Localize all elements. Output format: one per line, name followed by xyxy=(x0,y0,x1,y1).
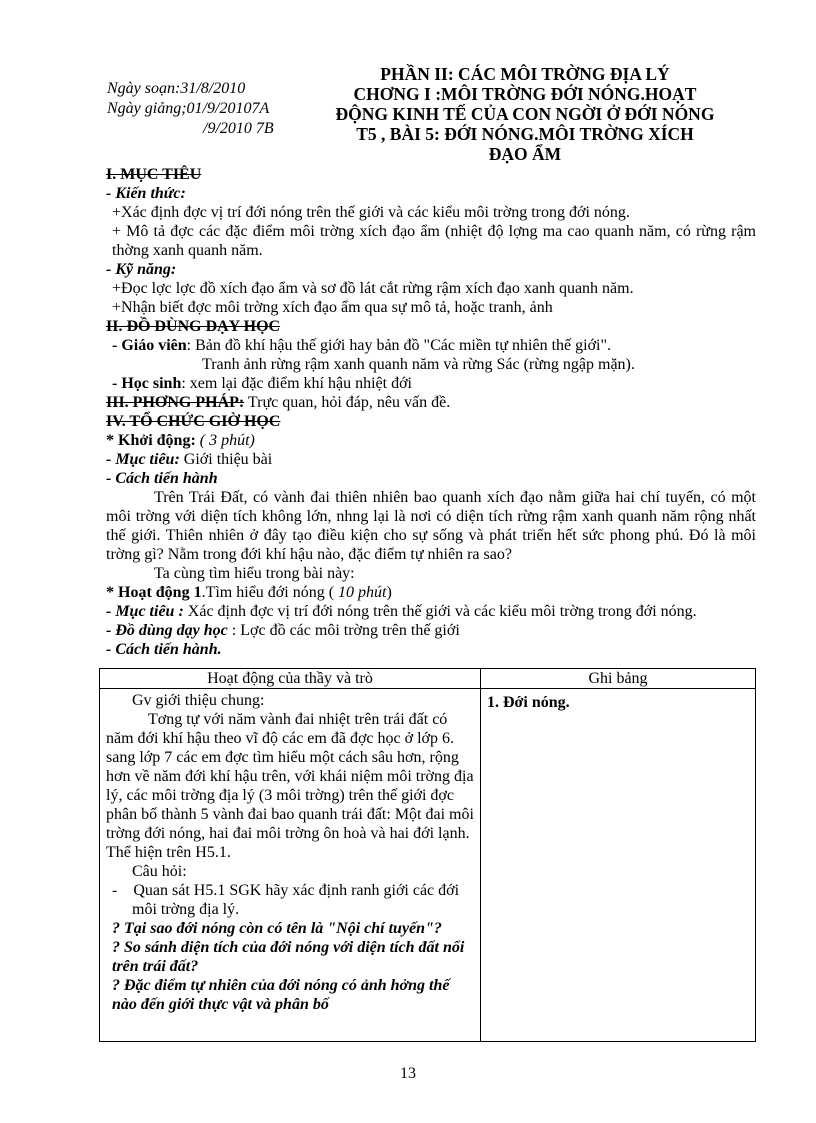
heading-kien-thuc: - Kiến thức: xyxy=(106,185,186,202)
hd1-do-dung-label: - Đồ dùng dạy học xyxy=(106,622,228,639)
date-taught-2: /9/2010 7B xyxy=(203,120,274,137)
kien-thuc-1: +Xác định đợc vị trí đới nóng trên thế giới và các kiểu môi trờng trong đới nóng. xyxy=(112,204,630,221)
hoat-dong-1-label: * Hoạt động 1 xyxy=(106,584,202,601)
title-line-3: ĐỘNG KINH TẾ CỦA CON NGỜI Ở ĐỚI NÓNG xyxy=(335,104,715,124)
khoi-dong-time: ( 3 phút) xyxy=(195,432,255,449)
page-number: 13 xyxy=(400,1065,416,1082)
table-row xyxy=(100,689,756,1042)
date-prepared: Ngày soạn:31/8/2010 xyxy=(107,80,246,97)
lesson-dates xyxy=(107,79,274,139)
muc-tieu-text: Giới thiệu bài xyxy=(179,451,273,468)
lesson-body xyxy=(106,165,756,659)
heading-ky-nang: - Kỹ năng: xyxy=(106,261,177,278)
note-heading-doi-nong: 1. Đới nóng. xyxy=(487,694,570,711)
hd1-muc-tieu-line xyxy=(106,602,756,621)
hd1-muc-tieu-text: Xác định đợc vị trí đới nóng trên thế giới và các kiểu môi trờng trong đới nóng. xyxy=(183,603,697,620)
col-header-notes: Ghi bảng xyxy=(481,669,756,689)
intro-line-2: Ta cùng tìm hiểu trong bài này: xyxy=(154,565,355,582)
muc-tieu-line xyxy=(106,450,756,469)
title-line-4: T5 , BÀI 5: ĐỚI NÓNG.MÔI TRỜNG XÍCH xyxy=(356,124,694,144)
khoi-dong-label: * Khởi động: xyxy=(106,432,196,449)
activities-cell xyxy=(100,689,481,1042)
title-line-5: ĐẠO ẨM xyxy=(488,144,562,164)
title-line-2: CHƠNG I :MÔI TRỜNG ĐỚI NÓNG.HOẠT xyxy=(353,84,697,104)
hd1-do-dung-text: : Lợc đồ các môi trờng trên thế giới xyxy=(227,622,460,639)
gv-paragraph: Tơng tự với năm vành đai nhiệt trên trái đất có năm đới khí hậu theo vĩ độ các em đã đợc học ở lớp 6. sang lớp 7 các em đợc tìm hiểu một cách sâu hơn, rộng hơn về năm đới khí hậu trên, với khái niệm môi trờng địa lý, các môi trờng địa lý (3 môi trờng) trên thế giới đợc phân bố thành 5 vành đai bao quanh trái đất: Một đai môi trờng đới nóng, hai đai môi trờng ôn hoà và hai đới lạnh. Thể hiện trên H5.1. xyxy=(106,711,474,861)
giao-vien-line xyxy=(106,336,756,355)
activity-table xyxy=(99,668,756,1042)
muc-tieu-label: - Mục tiêu: xyxy=(106,451,180,468)
hoc-sinh-label: - Học sinh xyxy=(112,375,182,392)
heading-to-chuc: IV. TỔ CHỨC GIỜ HỌC xyxy=(106,413,281,430)
heading-do-dung: II. ĐỒ DÙNG DẠY HỌC xyxy=(106,318,281,335)
khoi-dong-line xyxy=(106,431,756,450)
hd1-muc-tieu-label: - Mục tiêu : xyxy=(106,603,184,620)
lesson-title xyxy=(300,64,750,164)
giao-vien-text-2: Tranh ảnh rừng rậm xanh quanh năm và rừng Sác (rừng ngập mặn). xyxy=(202,356,635,373)
hoc-sinh-text: : xem lại đặc điểm khí hậu nhiệt đới xyxy=(181,375,412,392)
phuong-phap-line xyxy=(106,393,756,412)
heading-muc-tieu: I. MỤC TIÊU xyxy=(106,166,202,183)
table-header-row xyxy=(100,669,756,689)
kien-thuc-2: + Mô tả đợc các đặc điểm môi trờng xích đạo ẩm (nhiệt độ lợng ma cao quanh năm, có rừng rậm thờng xanh quanh năm. xyxy=(112,223,756,259)
giao-vien-text: : Bản đồ khí hậu thế giới hay bản đồ "Các miền tự nhiên thế giới". xyxy=(186,337,612,354)
intro-paragraph: Trên Trái Đất, có vành đai thiên nhiên bao quanh xích đạo nằm giữa hai chí tuyến, có một môi trờng với diện tích không lớn, nhng lại là nơi có diện tích rừng rậm xanh quanh năm rộng nhất thế giới. Thiên nhiên ở đây tạo điều kiện cho sự sống và phát triển hết sức phong phú. Đó là môi trờng gì? Nằm trong đới khí hậu nào, đặc điểm tự nhiên ra sao? xyxy=(106,489,756,563)
hd1-do-dung-line xyxy=(106,621,756,640)
hoat-dong-1-line xyxy=(106,583,756,602)
phuong-phap-label: III. PHƠNG PHÁP: xyxy=(106,394,245,411)
question-4: ? Đặc điểm tự nhiên của đới nóng có ảnh hởng thế nào đến giới thực vật và phân bố xyxy=(112,977,450,1013)
question-1-text: Quan sát H5.1 SGK hãy xác định ranh giới các đới môi trờng địa lý. xyxy=(132,882,460,918)
giao-vien-label: - Giáo viên xyxy=(112,337,187,354)
hoc-sinh-line xyxy=(106,374,756,393)
ky-nang-2: +Nhận biết đợc môi trờng xích đạo ẩm qua sự mô tả, hoặc tranh, ảnh xyxy=(112,299,553,316)
gv-intro: Gv giới thiệu chung: xyxy=(132,692,265,709)
cau-hoi-label: Câu hỏi: xyxy=(132,863,187,880)
question-1: - Quan sát H5.1 SGK hãy xác định ranh giới các đới môi trờng địa lý. xyxy=(112,882,460,918)
hoat-dong-1-text: .Tìm hiểu đới nóng ( xyxy=(201,584,335,601)
hoat-dong-1-time: 10 phút xyxy=(334,584,387,601)
notes-cell xyxy=(481,689,756,1042)
col-header-activities: Hoạt động của thầy và trò xyxy=(100,669,481,689)
phuong-phap-text: Trực quan, hỏi đáp, nêu vấn đề. xyxy=(244,394,451,411)
ky-nang-1: +Đọc lợc lợc đồ xích đạo ẩm và sơ đồ lát cắt rừng rậm xích đạo xanh quanh năm. xyxy=(112,280,634,297)
hoat-dong-1-close: ) xyxy=(386,584,392,601)
title-line-1: PHẦN II: CÁC MÔI TRỜNG ĐỊA LÝ xyxy=(380,64,670,84)
question-2: ? Tại sao đới nóng còn có tên là "Nội chí tuyến"? xyxy=(112,920,442,937)
question-3: ? So sánh diện tích của đới nóng với diện tích đất nổi trên trái đất? xyxy=(112,939,465,975)
date-taught-1: Ngày giảng;01/9/20107A xyxy=(107,100,270,117)
cach-tien-hanh: - Cách tiến hành xyxy=(106,470,218,487)
hd1-cach-tien-hanh: - Cách tiến hành. xyxy=(106,641,222,658)
